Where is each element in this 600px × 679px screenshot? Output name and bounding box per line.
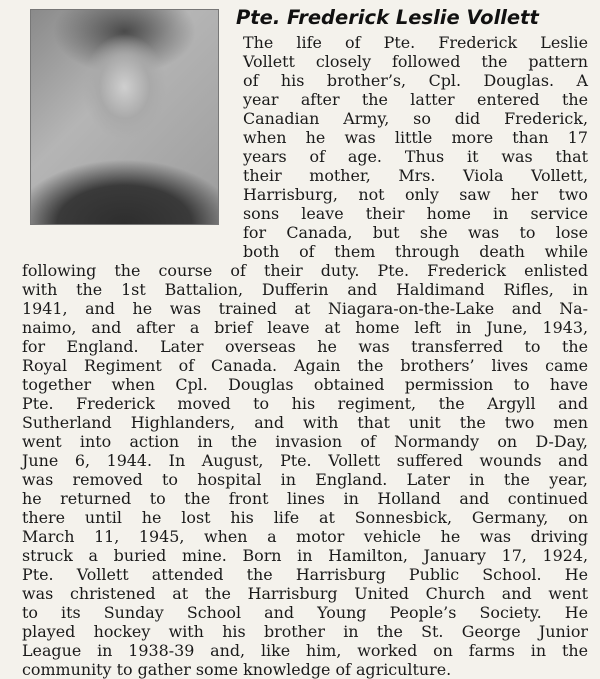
bio-line-34: community to gather some knowledge of agriculture. xyxy=(22,660,452,679)
bio-line-4: year after the latter entered the xyxy=(243,90,588,109)
bio-line-32: played hockey with his brother in the St. George Junior xyxy=(22,622,588,641)
page-title: Pte. Frederick Leslie Vollett xyxy=(236,6,539,29)
bio-line-26: there until he lost his life at Sonnesbick, Germany, on xyxy=(22,508,588,527)
bio-line-6: when he was little more than 17 xyxy=(243,128,588,147)
bio-line-28: struck a buried mine. Born in Hamilton, January 17, 1924, xyxy=(22,546,588,565)
bio-line-23: June 6, 1944. In August, Pte. Vollett suffered wounds and xyxy=(22,451,588,470)
bio-line-18: Royal Regiment of Canada. Again the brothers’ lives came xyxy=(22,356,588,375)
bio-line-22: went into action in the invasion of Normandy on D-Day, xyxy=(22,432,588,451)
bio-line-24: was removed to hospital in England. Later in the year, xyxy=(22,470,588,489)
bio-line-21: Sutherland Highlanders, and with that unit the two men xyxy=(22,413,588,432)
portrait-photo xyxy=(30,9,219,225)
bio-line-2: Vollett closely followed the pattern xyxy=(243,52,588,71)
bio-line-20: Pte. Frederick moved to his regiment, the Argyll and xyxy=(22,394,588,413)
bio-line-27: March 11, 1945, when a motor vehicle he was driving xyxy=(22,527,588,546)
bio-line-25: he returned to the front lines in Holland and continued xyxy=(22,489,588,508)
bio-line-31: to its Sunday School and Young People’s Society. He xyxy=(22,603,588,622)
bio-line-16: naimo, and after a brief leave at home left in June, 1943, xyxy=(22,318,588,337)
bio-line-5: Canadian Army, so did Frederick, xyxy=(243,109,588,128)
bio-line-1: The life of Pte. Frederick Leslie xyxy=(243,33,588,52)
bio-line-11: for Canada, but she was to lose xyxy=(243,223,588,242)
bio-line-15: 1941, and he was trained at Niagara-on-the-Lake and Na- xyxy=(22,299,588,318)
bio-line-14: with the 1st Battalion, Dufferin and Haldimand Rifles, in xyxy=(22,280,588,299)
bio-line-8: their mother, Mrs. Viola Vollett, xyxy=(243,166,588,185)
bio-line-12: both of them through death while xyxy=(243,242,588,261)
bio-line-3: of his brother’s, Cpl. Douglas. A xyxy=(243,71,588,90)
bio-line-7: years of age. Thus it was that xyxy=(243,147,588,166)
bio-line-9: Harrisburg, not only saw her two xyxy=(243,185,588,204)
bio-line-13: following the course of their duty. Pte. Frederick enlisted xyxy=(22,261,588,280)
bio-line-19: together when Cpl. Douglas obtained permission to have xyxy=(22,375,588,394)
bio-line-30: was christened at the Harrisburg United Church and went xyxy=(22,584,588,603)
bio-line-29: Pte. Vollett attended the Harrisburg Public School. He xyxy=(22,565,588,584)
bio-line-10: sons leave their home in service xyxy=(243,204,588,223)
bio-line-17: for England. Later overseas he was transferred to the xyxy=(22,337,588,356)
bio-line-33: League in 1938-39 and, like him, worked on farms in the xyxy=(22,641,588,660)
